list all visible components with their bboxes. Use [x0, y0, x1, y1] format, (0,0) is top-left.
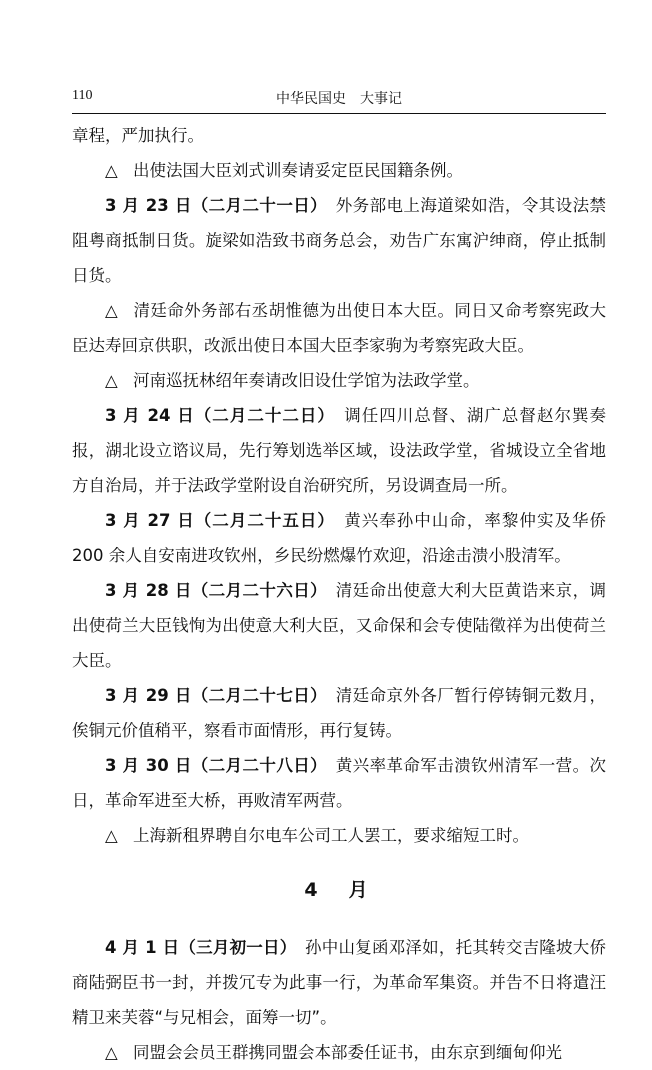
- entry-date: 3 月 24 日（二月二十二日）: [105, 406, 327, 425]
- dated-entry: [72, 188, 606, 293]
- entry-text: 清廷命出使意大利大臣黄诰来京，调出使荷兰大臣钱恂为出使意大利大臣，又命保和会专使陆徵祥为出使荷兰大臣。: [72, 581, 607, 670]
- dated-entry: [72, 573, 606, 678]
- dated-entry: [72, 930, 606, 1035]
- entry-date: 3 月 23 日（二月二十一日）: [105, 196, 319, 215]
- triangle-marker: △: [105, 371, 118, 390]
- dated-entry: [72, 503, 606, 573]
- entry-date: 3 月 30 日（二月二十八日）: [105, 756, 319, 775]
- dated-entry: [72, 748, 606, 818]
- dated-entry: [72, 398, 606, 503]
- running-title: 中华民国史 大事记: [276, 91, 402, 107]
- bulleted-entry: [72, 1035, 606, 1070]
- month-heading: 4 月: [304, 879, 374, 901]
- bulleted-entry: [72, 818, 606, 853]
- entry-date: 3 月 29 日（二月二十七日）: [105, 686, 319, 705]
- entry-text: 黄兴率革命军击溃钦州清军一营。次日，革命军进至大桥，再败清军两营。: [72, 756, 607, 810]
- dated-entry: [72, 678, 606, 748]
- entry-text: 孙中山复函邓泽如，托其转交吉隆坡大侨商陆弼臣书一封，并拨冗专为此事一行，为革命军集资。并告不日将遣汪精卫来芙蓉“与兄相会，面筹一切”。: [72, 938, 607, 1027]
- triangle-marker: △: [105, 1043, 118, 1062]
- entry-text: 清廷命京外各厂暂行停铸铜元数月，俟铜元价值稍平，察看市面情形，再行复铸。: [72, 686, 607, 740]
- bulleted-entry: [72, 363, 606, 398]
- entry-text: 出使法国大臣刘式训奏请妥定臣民国籍条例。: [133, 161, 464, 180]
- entry-text: 调任四川总督、湖广总督赵尔巽奏报，湖北设立谘议局，先行筹划选举区域，设法政学堂，省城设立全省地方自治局，并于法政学堂附设自治研究所，另设调查局一所。: [72, 406, 607, 495]
- triangle-marker: △: [105, 826, 118, 845]
- triangle-marker: △: [105, 161, 118, 180]
- entry-text: 清廷命外务部右丞胡惟德为出使日本大臣。同日又命考察宪政大臣达寿回京供职，改派出使日本国大臣李家驹为考察宪政大臣。: [72, 301, 606, 355]
- entry-text: 上海新租界聘自尔电车公司工人罢工，要求缩短工时。: [133, 826, 530, 845]
- page-number: 110: [72, 88, 93, 103]
- bulleted-entry: [72, 293, 606, 363]
- entries-april: [72, 930, 606, 1070]
- entry-date: 3 月 27 日（二月二十五日）: [105, 511, 327, 530]
- entries-march: [72, 118, 606, 853]
- triangle-marker: △: [105, 301, 118, 320]
- header-rule: [72, 113, 606, 114]
- entry-text: 同盟会会员王群携同盟会本部委任证书，由东京到缅甸仰光: [133, 1043, 563, 1062]
- entry-text: 外务部电上海道梁如浩，令其设法禁阻粤商抵制日货。旋梁如浩致书商务总会，劝告广东寓沪绅商，停止抵制日货。: [72, 196, 607, 285]
- page-header: [72, 88, 606, 110]
- continued-text: [72, 118, 606, 153]
- bulleted-entry: [72, 153, 606, 188]
- entry-date: 3 月 28 日（二月二十六日）: [105, 581, 319, 600]
- entry-date: 4 月 1 日（三月初一日）: [105, 938, 289, 957]
- entry-text: 河南巡抚林绍年奏请改旧设仕学馆为法政学堂。: [133, 371, 480, 390]
- page-body: [72, 118, 606, 1070]
- entry-text: 黄兴奉孙中山命，率黎仲实及华侨 200 余人自安南进攻钦州，乡民纷燃爆竹欢迎，沿途击溃小股清军。: [72, 511, 607, 565]
- entry-text: 章程，严加执行。: [72, 126, 204, 145]
